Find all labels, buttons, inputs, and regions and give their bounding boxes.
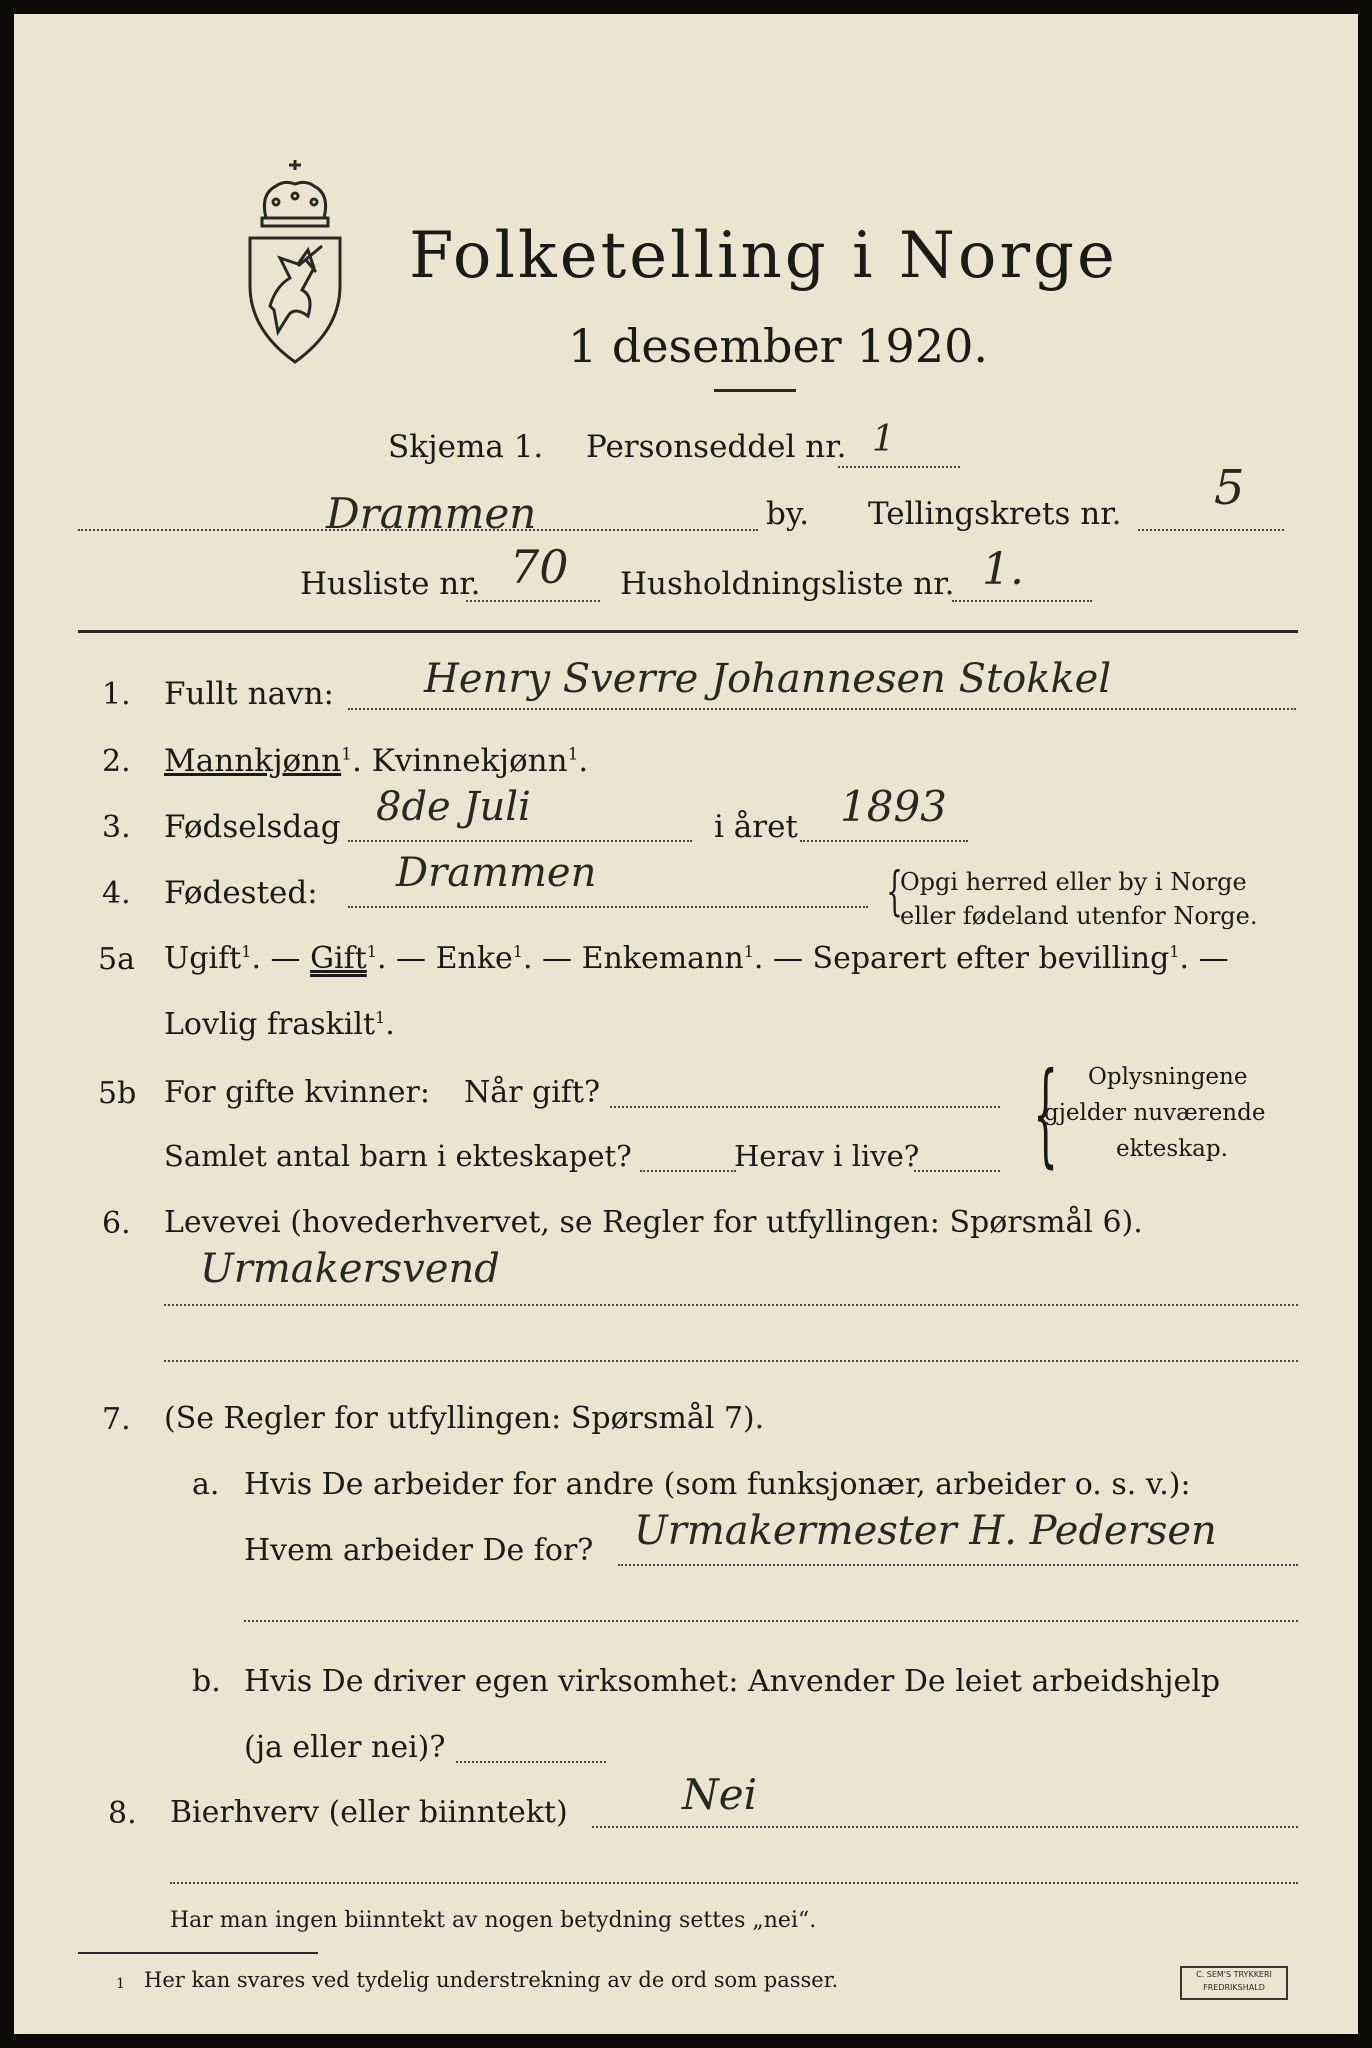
skjema-label: Skjema 1. (388, 429, 544, 465)
q6-number: 6. (102, 1206, 131, 1241)
by-label: by. (766, 496, 810, 532)
q5b-note-1: Oplysningene (1088, 1064, 1248, 1090)
q7-number: 7. (102, 1402, 131, 1437)
form-title: Folketelling i Norge (409, 219, 1118, 293)
husholdningsliste-label: Husholdningsliste nr. (620, 566, 955, 602)
husholdningsliste-value: 1. (982, 544, 1024, 595)
q7a-line-2 (244, 1620, 1298, 1622)
q5b-note-2: gjelder nuværende (1044, 1100, 1266, 1126)
q5b-naar-gift-line (610, 1106, 1000, 1108)
option-female[interactable]: Kvinnekjønn (371, 743, 568, 779)
husliste-value: 70 (510, 540, 569, 594)
q3-year-line (800, 840, 968, 842)
option-ugift[interactable]: Ugift (164, 941, 242, 976)
q3-label: Fødselsdag (164, 809, 341, 845)
q4-number: 4. (102, 876, 131, 911)
q3-day-line (348, 840, 692, 842)
coat-of-arms-icon (236, 156, 354, 368)
q7a-question: Hvem arbeider De for? (244, 1533, 594, 1568)
q7a-value: Urmakermester H. Pedersen (634, 1508, 1217, 1554)
tellingskrets-label: Tellingskrets nr. (868, 496, 1122, 532)
q8-value: Nei (682, 1770, 758, 1819)
tellingskrets-value: 5 (1214, 460, 1245, 516)
q3-year-label: i året (714, 809, 798, 845)
option-enke[interactable]: Enke (435, 941, 513, 976)
q1-number: 1. (102, 677, 131, 712)
printer-stamp: C. SEM'S TRYKKERI FREDRIKSHALD (1180, 1966, 1288, 2000)
q5b-brace: { (1033, 1049, 1059, 1179)
option-enkemann[interactable]: Enkemann (581, 941, 744, 976)
form-date: 1 desember 1920. (568, 319, 988, 373)
q4-value: Drammen (396, 850, 597, 896)
q4-note-2: eller fødeland utenfor Norge. (900, 902, 1258, 930)
q7-label: (Se Regler for utfyllingen: Spørsmål 7). (164, 1401, 765, 1436)
option-lovlig-fraskilt[interactable]: Lovlig fraskilt (164, 1007, 376, 1042)
census-form (14, 14, 1358, 2034)
personseddel-line (838, 466, 960, 468)
option-male[interactable]: Mannkjønn (164, 743, 342, 779)
q7b-line (456, 1761, 606, 1763)
husliste-line (466, 600, 600, 602)
footer-note: Har man ingen biinntekt av nogen betydning settes „nei“. (170, 1908, 817, 1933)
husholdningsliste-line (952, 600, 1092, 602)
q8-line-2 (170, 1882, 1298, 1884)
option-gift[interactable]: Gift (310, 941, 367, 976)
tellingskrets-line (1138, 529, 1284, 531)
personseddel-label: Personseddel nr. (586, 429, 847, 465)
q5a-number: 5a (98, 942, 135, 977)
q5b-herav-line (914, 1170, 1000, 1172)
q8-label: Bierhverv (eller biinntekt) (170, 1795, 568, 1830)
q5b-note-3: ekteskap. (1116, 1136, 1228, 1162)
q7a-letter: a. (192, 1467, 220, 1502)
q5b-samlet: Samlet antal barn i ekteskapet? (164, 1139, 632, 1173)
q4-line (348, 906, 868, 908)
q5b-naar-gift: Når gift? (464, 1075, 601, 1110)
q5b-herav: Herav i live? (734, 1139, 920, 1173)
title-divider (714, 389, 796, 392)
q8-number: 8. (108, 1796, 137, 1831)
q4-label: Fødested: (164, 875, 318, 911)
q6-label: Levevei (hovederhvervet, se Regler for utfyllingen: Spørsmål 6). (164, 1205, 1143, 1240)
q7b-letter: b. (192, 1664, 221, 1699)
q3-day-value: 8de Juli (376, 784, 531, 830)
q7a-label: Hvis De arbeider for andre (som funksjonær, arbeider o. s. v.): (244, 1467, 1191, 1502)
q8-line-1 (592, 1826, 1298, 1828)
q1-value: Henry Sverre Johannesen Stokkel (424, 656, 1112, 702)
q5b-samlet-line (640, 1170, 736, 1172)
q6-line-2 (164, 1360, 1298, 1362)
husliste-label: Husliste nr. (300, 566, 481, 602)
option-separert[interactable]: Separert efter bevilling (812, 941, 1170, 976)
q2-number: 2. (102, 744, 131, 779)
q6-line-1 (164, 1304, 1298, 1306)
q7a-line-1 (618, 1564, 1298, 1566)
q3-year-value: 1893 (840, 782, 947, 831)
personseddel-value: 1 (872, 419, 895, 460)
q7b-question: (ja eller nei)? (244, 1730, 446, 1765)
q4-note-1: Opgi herred eller by i Norge (900, 868, 1247, 896)
q5a-options-cont: Lovlig fraskilt$^1$. (164, 1007, 395, 1042)
q5b-number: 5b (98, 1076, 137, 1111)
q6-value: Urmakersvend (200, 1246, 500, 1292)
footnote-mark: 1 (116, 1976, 125, 1992)
q4-brace: { (886, 862, 903, 922)
q1-label: Fullt navn: (164, 676, 334, 712)
footnote-rule (78, 1952, 318, 1954)
header-rule (78, 630, 1298, 633)
q5b-label: For gifte kvinner: (164, 1075, 430, 1110)
q3-number: 3. (102, 810, 131, 845)
q7b-label: Hvis De driver egen virksomhet: Anvender De leiet arbeidshjelp (244, 1664, 1221, 1699)
q1-line (348, 708, 1296, 710)
place-value: Drammen (326, 489, 537, 538)
q5a-options: Ugift$^1$. — Gift$^1$. — Enke$^1$. — Enkemann$^1$. — Separert efter bevilling$^1$. — (164, 941, 1229, 976)
footnote-text: Her kan svares ved tydelig understrekning av de ord som passer. (144, 1968, 839, 1992)
q2-options: Mannkjønn$^1$. Kvinnekjønn$^1$. (164, 743, 589, 779)
